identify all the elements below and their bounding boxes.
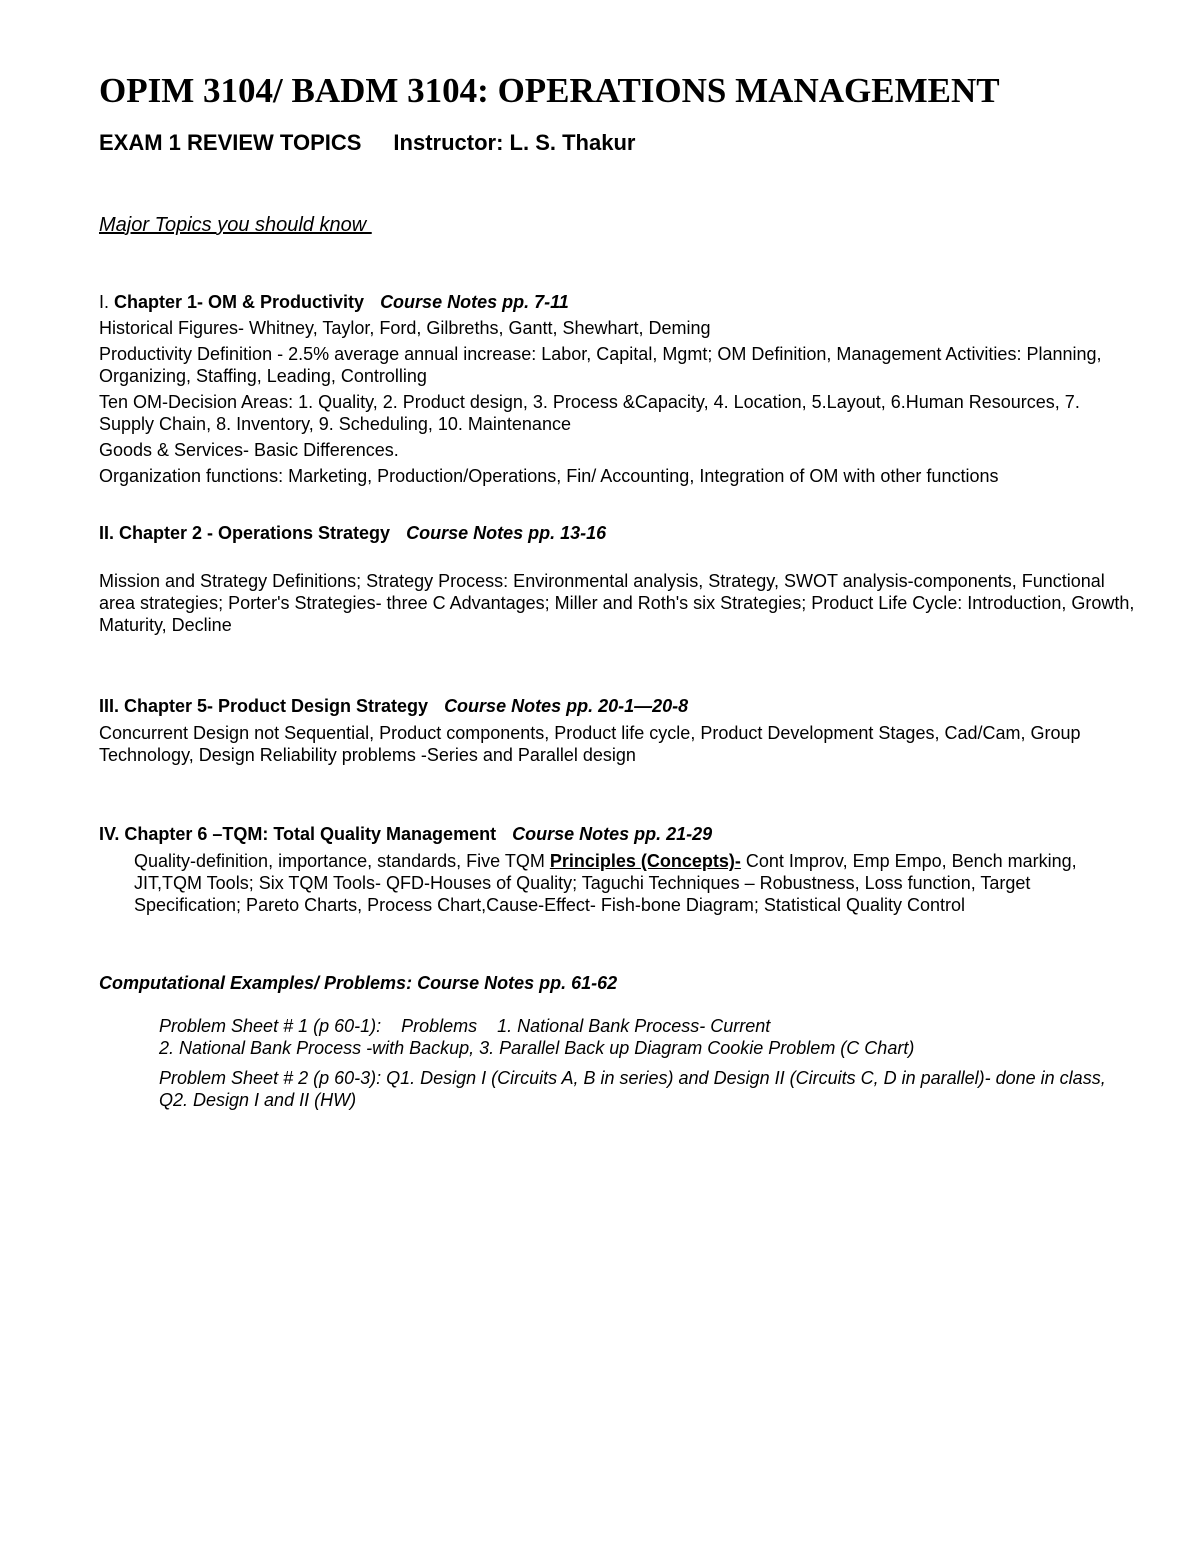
problem-sheets [159,1015,1124,1115]
problem-sheet-1-label: Problem Sheet # 1 (p 60-1): [159,1016,382,1036]
chapter6-body [134,850,1104,916]
chapter1-line: Goods & Services- Basic Differences. [99,440,399,460]
chapter6-principles: Principles (Concepts)- [549,851,741,871]
chapter1-line: Organization functions: Marketing, Production/Operations, Fin/ Accounting, Integration of OM with other functions [99,466,999,486]
chapter2-title: II. Chapter 2 - Operations Strategy [99,523,391,543]
chapter1-body [99,317,1139,491]
chapter1-notes: Course Notes pp. 7-11 [380,292,569,312]
chapter2-heading [99,521,1139,545]
chapter1-line: Ten OM-Decision Areas: 1. Quality, 2. Product design, 3. Process &Capacity, 4. Location, 5.Layout, 6.Human Resources, 7. Supply Chain, 8. Inventory, 9. Scheduling, 10. Maintenance [99,392,1080,434]
chapter1-line: Historical Figures- Whitney, Taylor, Ford, Gilbreths, Gantt, Shewhart, Deming [99,318,711,338]
major-topics-heading: Major Topics you should know [99,214,372,236]
chapter6-text-after: Cont Improv, Emp Empo, Bench marking, JIT,TQM Tools; Six TQM Tools- QFD-Houses of Quality; Taguchi Techniques – Robustness, Loss function, Target Specification; Pareto Charts, Process Chart,Cause-Effect- Fish-bone Diagram; Statistical Quality Control [134,851,1077,915]
exam-label: EXAM 1 REVIEW TOPICS [99,130,362,155]
chapter1-number: I. [99,292,110,312]
chapter6-heading [99,822,1139,846]
chapter5-body: Concurrent Design not Sequential, Product components, Product life cycle, Product Development Stages, Cad/Cam, Group Technology, Design Reliability problems -Series and Parallel design [99,723,1081,765]
chapter2-body: Mission and Strategy Definitions; Strategy Process: Environmental analysis, Strategy, SWOT analysis-components, Functional area strategies; Porter's Strategies- three C Advantages; Miller and Roth's six Strategies; Product Life Cycle: Introduction, Growth, Maturity, Decline [99,571,1135,635]
chapter6-notes: Course Notes pp. 21-29 [512,824,713,844]
chapter6-text-before: Quality-definition, importance, standards, Five TQM [134,851,550,871]
chapter1-line: Productivity Definition - 2.5% average annual increase: Labor, Capital, Mgmt; OM Definition, Management Activities: Planning, Organizing, Staffing, Leading, Controlling [99,344,1102,386]
chapter5-heading [99,694,1139,718]
chapter1-title: Chapter 1- OM & Productivity [114,292,365,312]
document-title: OPIM 3104/ BADM 3104: OPERATIONS MANAGEMENT [99,71,1000,110]
problem-sheet-2: Problem Sheet # 2 (p 60-3): Q1. Design I (Circuits A, B in series) and Design II (Circuits C, D in parallel)- done in class, Q2. Design I and II (HW) [159,1068,1106,1110]
chapter2-notes: Course Notes pp. 13-16 [406,523,607,543]
document-subtitle [99,128,1139,158]
instructor-label: Instructor: L. S. Thakur [393,130,636,155]
problem-sheet-1-problems: Problems [401,1016,478,1036]
problem-sheet-1-line-1 [159,1015,1124,1037]
chapter6-title: IV. Chapter 6 –TQM: Total Quality Management [99,824,497,844]
chapter1-heading [99,290,1139,314]
chapter5-notes: Course Notes pp. 20-1—20-8 [444,696,689,716]
problem-sheet-1-item: 1. National Bank Process- Current [497,1016,771,1036]
chapter5-title: III. Chapter 5- Product Design Strategy [99,696,429,716]
problem-sheet-1-line-2: 2. National Bank Process -with Backup, 3. Parallel Back up Diagram Cookie Problem (C Chart) [159,1038,915,1058]
computational-heading: Computational Examples/ Problems: Course Notes pp. 61-62 [99,973,618,993]
